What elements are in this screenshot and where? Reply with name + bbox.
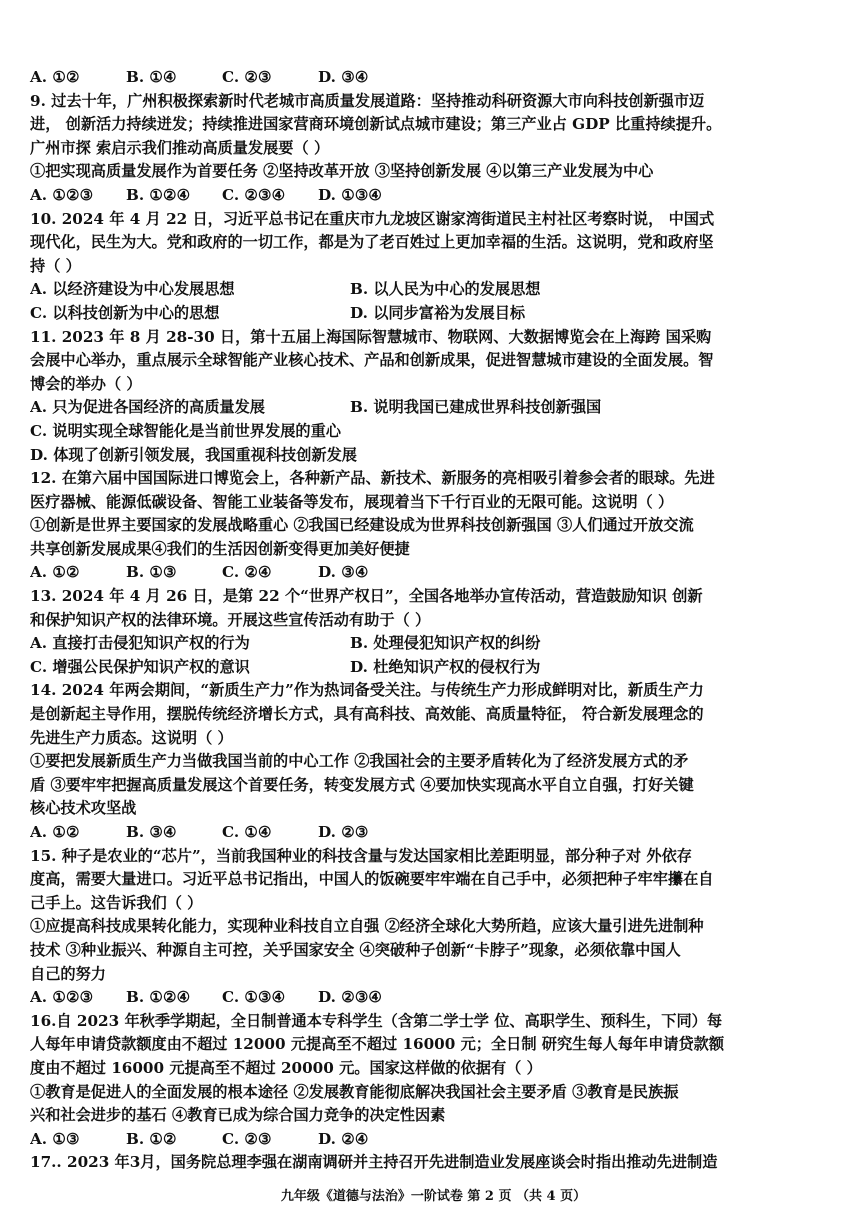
question-text-line: 广州市探 索启示我们推动高质量发展要（ ） [30, 138, 330, 157]
answer-option: B. 处理侵犯知识产权的纠纷 [350, 634, 541, 653]
answer-options [30, 66, 842, 90]
question-text-line: 度由不超过 16000 元提高至不超过 20000 元。国家这样做的依据有（ ） [30, 1058, 542, 1077]
answer-option: B. 说明我国已建成世界科技创新强国 [350, 398, 602, 417]
answer-option: B. ①② [126, 1129, 177, 1148]
question-text-line: 核心技术攻坚战 [30, 799, 137, 818]
answer-options-row [30, 821, 842, 845]
question-block [30, 845, 842, 1010]
question-text-line: 9. 过去十年，广州积极探索新时代老城市高质量发展道路：坚持推动科研资源大市向科技创新强市迈 [30, 91, 705, 110]
question-text-line: 10. 2024 年 4 月 22 日，习近平总书记在重庆市九龙坡区谢家湾街道民主村社区考察时说， 中国式 [30, 209, 715, 228]
question-text-line: 己手上。这告诉我们（ ） [30, 893, 203, 912]
question-text-line: 博会的举办（ ） [30, 374, 142, 393]
question-block [30, 679, 842, 844]
answer-option: D. 体现了创新引领发展，我国重视科技创新发展 [30, 445, 357, 464]
answer-option: C. 增强公民保护知识产权的意识 [30, 657, 250, 676]
question-text-line: 医疗器械、能源低碳设备、智能工业装备等发布，展现着当下千行百业的无限可能。这说明（ ） [30, 492, 674, 511]
question-block [30, 208, 842, 326]
question-text-line: 共享创新发展成果④我们的生活因创新变得更加美好便捷 [30, 539, 410, 558]
question-text-line: 15. 种子是农业的“芯片”，当前我国种业的科技含量与发达国家相比差距明显，部分种子对 外依存 [30, 846, 692, 865]
answer-options-row [30, 1128, 842, 1152]
page-footer: 九年级《道德与法治》一阶试卷 第 2 页 （共 4 页） [280, 1189, 587, 1204]
answer-option: A. 只为促进各国经济的高质量发展 [30, 398, 265, 417]
answer-option: C. ②③④ [222, 185, 286, 204]
answer-option: B. ①③ [126, 563, 177, 582]
question-text-line: 进， 创新活力持续迸发；持续推进国家营商环境创新试点城市建设；第三产业占 GDP 比重持续提升。 [30, 115, 722, 134]
answer-option: C. ①④ [222, 823, 272, 841]
question-text-line: 持（ ） [30, 256, 81, 275]
question-text-line: 11. 2023 年 8 月 28-30 日，第十五届上海国际智慧城市、物联网、大数据博览会在上海跨 国采购 [30, 327, 712, 346]
question-block [30, 1010, 842, 1152]
question-text-line: 盾 ③要牢牢把握高质量发展这个首要任务，转变发展方式 ④要加快实现高水平自立自强，打好关键 [30, 775, 694, 794]
answer-option: C. ②④ [222, 563, 272, 582]
answer-option: C. ①③④ [222, 988, 286, 1007]
answer-options-row [30, 561, 842, 585]
question-text-line: 先进生产力质态。这说明（ ） [30, 728, 233, 747]
answer-option: A. 直接打击侵犯知识产权的行为 [30, 634, 250, 653]
answer-options-row [30, 302, 842, 326]
question-block [30, 467, 842, 585]
question-text-line: ①把实现高质量发展作为首要任务 ②坚持改革开放 ③坚持创新发展 ④以第三产业发展为中心 [30, 162, 654, 181]
answer-options-row [30, 420, 842, 444]
option-a: A. ①② [30, 68, 80, 86]
answer-options-row [30, 278, 842, 302]
question-text-line: ①教育是促进人的全面发展的根本途径 ②发展教育能彻底解决我国社会主要矛盾 ③教育是民族振 [30, 1082, 679, 1101]
answer-option: D. ②④ [318, 1129, 369, 1148]
option-d: D. ③④ [318, 68, 369, 86]
question-block [30, 585, 842, 679]
answer-options-row [30, 444, 842, 468]
question-text-line: 技术 ③种业振兴、种源自主可控，关乎国家安全 ④突破种子创新“卡脖子”现象，必须依靠中国人 [30, 940, 681, 959]
question-block [30, 326, 842, 468]
question-text-line: 会展中心举办，重点展示全球智能产业核心技术、产品和创新成果，促进智慧城市建设的全面发展。智 [30, 351, 714, 370]
answer-option: C. 以科技创新为中心的思想 [30, 303, 220, 322]
question-text-line: 16.自 2023 年秋季学期起，全日制普通本专科学生（含第二学士学 位、高职学生、预科生，下同）每 [30, 1011, 723, 1030]
question-text-line: 和保护知识产权的法律环境。开展这些宣传活动有助于（ ） [30, 610, 431, 629]
answer-option: D. 以同步富裕为发展目标 [350, 303, 526, 322]
option-b: B. ①④ [126, 68, 177, 86]
answer-options-row [30, 986, 842, 1010]
question-text-line: ①应提高科技成果转化能力，实现种业科技自立自强 ②经济全球化大势所趋，应该大量引进先进制种 [30, 917, 704, 936]
answer-option: D. ②③④ [318, 988, 383, 1007]
answer-option: B. 以人民为中心的发展思想 [350, 280, 541, 299]
question-text-line: 自己的努力 [30, 964, 106, 983]
question-block [30, 1151, 842, 1175]
answer-option: A. ①③ [30, 1129, 80, 1148]
answer-options-row [30, 396, 842, 420]
question-text-line: ①创新是世界主要国家的发展战略重心 ②我国已经建设成为世界科技创新强国 ③人们通过开放交流 [30, 516, 694, 535]
answer-option: C. ②③ [222, 1129, 272, 1148]
answer-option: A. ①② [30, 823, 80, 841]
question-text-line: ①要把发展新质生产力当做我国当前的中心工作 ②我国社会的主要矛盾转化为了经济发展方式的矛 [30, 752, 689, 771]
option-c: C. ②③ [222, 68, 272, 86]
answer-option: B. ③④ [126, 823, 177, 841]
question-text-line: 度高，需要大量进口。习近平总书记指出，中国人的饭碗要牢牢端在自己手中，必须把种子牢牢攥在自 [30, 870, 714, 889]
question-list [30, 90, 842, 1175]
exam-page [30, 66, 842, 1175]
answer-option: A. 以经济建设为中心发展思想 [30, 280, 235, 299]
answer-options-row [30, 656, 842, 680]
question-text-line: 人每年申请贷款额度由不超过 12000 元提高至不超过 16000 元；全日制 研究生每人每年申请贷款额 [30, 1035, 725, 1054]
answer-option: D. ③④ [318, 563, 369, 582]
answer-option: D. 杜绝知识产权的侵权行为 [350, 657, 541, 676]
question-text-line: 17.. 2023 年3月，国务院总理李强在湖南调研并主持召开先进制造业发展座谈会时指出推动先进制造 [30, 1153, 718, 1172]
answer-option: D. ②③ [318, 823, 369, 841]
answer-option: C. 说明实现全球智能化是当前世界发展的重心 [30, 421, 341, 440]
answer-options-row [30, 632, 842, 656]
answer-option: A. ①②③ [30, 185, 94, 204]
answer-option: A. ①② [30, 563, 80, 582]
question-text-line: 13. 2024 年 4 月 26 日，是第 22 个“世界产权日”，全国各地举办宣传活动，营造鼓励知识 创新 [30, 587, 703, 606]
question-text-line: 兴和社会进步的基石 ④教育已成为综合国力竞争的决定性因素 [30, 1106, 446, 1125]
answer-option: B. ①②④ [126, 185, 191, 204]
answer-options-row [30, 184, 842, 208]
question-text-line: 是创新起主导作用，摆脱传统经济增长方式，具有高科技、高效能、高质量特征， 符合新发展理念的 [30, 705, 704, 724]
question-text-line: 现代化，民生为大。党和政府的一切工作，都是为了老百姓过上更加幸福的生活。这说明，党和政府坚 [30, 233, 714, 252]
question-text-line: 12. 在第六届中国国际进口博览会上，各种新产品、新技术、新服务的亮相吸引着参会者的眼球。先进 [30, 469, 715, 488]
question-text-line: 14. 2024 年两会期间，“新质生产力”作为热词备受关注。与传统生产力形成鲜明对比，新质生产力 [30, 681, 704, 700]
answer-option: D. ①③④ [318, 185, 383, 204]
answer-option: B. ①②④ [126, 988, 191, 1007]
question-block [30, 90, 842, 208]
answer-option: A. ①②③ [30, 988, 94, 1007]
